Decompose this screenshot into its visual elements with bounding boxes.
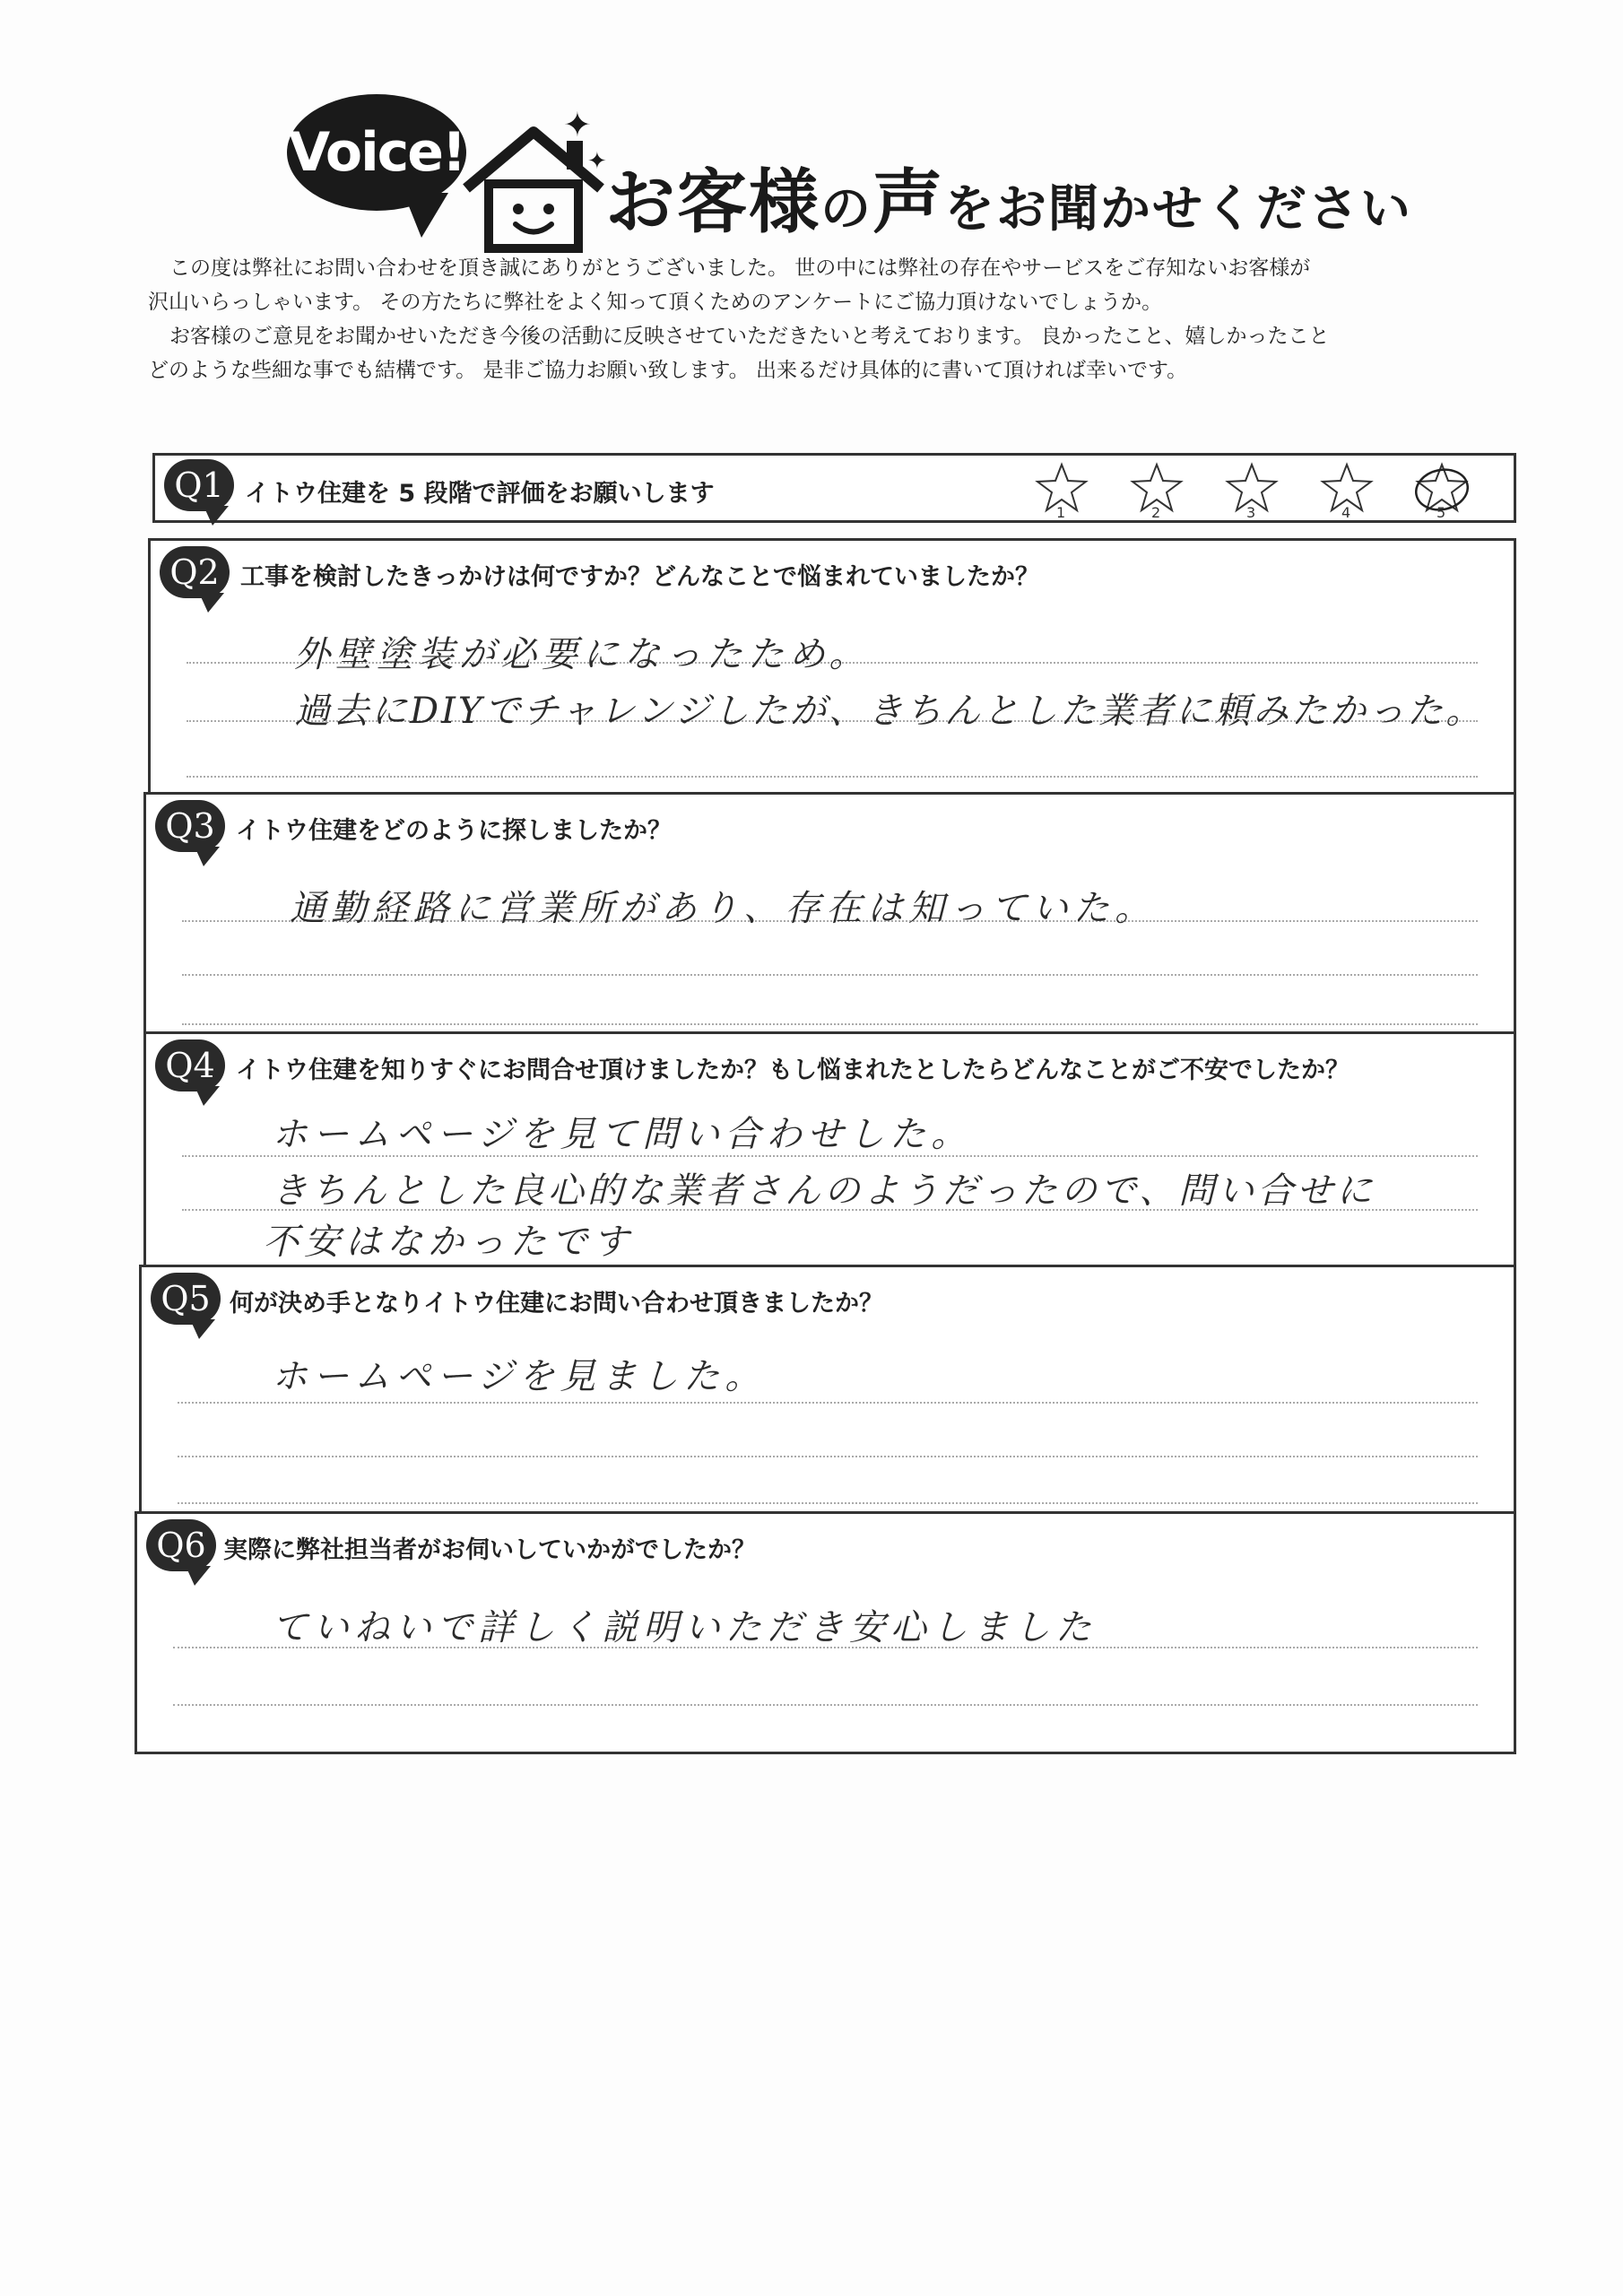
title-part: の	[820, 180, 873, 239]
answer-line	[173, 1704, 1478, 1706]
voice-label: Voice!	[288, 121, 465, 184]
title-part: をお聞かせください	[944, 180, 1413, 239]
star-number: 4	[1341, 504, 1351, 521]
page-title	[605, 146, 1412, 247]
header	[278, 85, 1444, 256]
q1-badge: Q1	[164, 459, 234, 511]
q6-badge: Q6	[146, 1519, 216, 1571]
q1-box	[152, 453, 1516, 523]
q2-badge: Q2	[160, 546, 230, 598]
q2-answer-line: 過去にDIYでチャレンジしたが、きちんとした業者に頼みたかった。	[294, 691, 1485, 732]
q5-box	[139, 1265, 1516, 1521]
q6-answer-line: ていねいで詳しく説明いただき安心しました	[272, 1607, 1097, 1648]
intro-line: どのような些細な事でも結構です。 是非ご協力お願い致します。 出来るだけ具体的に書いて頂ければ幸いです。	[148, 359, 1188, 382]
q4-answer-line: ホームページを見て問い合わせした。	[272, 1114, 973, 1155]
rating-star-3[interactable]	[1225, 461, 1279, 521]
q2-box	[148, 538, 1516, 795]
answer-line	[182, 974, 1478, 976]
q5-answer-line: ホームページを見ました。	[272, 1356, 767, 1397]
title-part: お客様	[605, 162, 821, 243]
title-part: 声	[872, 162, 945, 243]
q5-badge: Q5	[151, 1273, 221, 1325]
q3-answer-line: 通勤経路に営業所があり、存在は知っていた。	[290, 888, 1156, 929]
star-number: 5	[1436, 504, 1446, 521]
intro-text	[148, 251, 1511, 387]
rating-star-2[interactable]	[1130, 461, 1184, 521]
q4-answer-line: 不安はなかったです	[263, 1222, 634, 1263]
star-number: 3	[1246, 504, 1256, 521]
rating-star-5-selected[interactable]	[1415, 461, 1469, 521]
q4-box	[143, 1031, 1516, 1272]
q2-question: 工事を検討したきっかけは何ですか？どんなことで悩まれていましたか？	[240, 563, 1039, 591]
star-number: 1	[1056, 504, 1066, 521]
q6-box	[135, 1511, 1516, 1754]
sparkle-icon: ✦	[587, 148, 607, 175]
q3-box	[143, 792, 1516, 1039]
rating-star-1[interactable]	[1035, 461, 1089, 521]
intro-line: この度は弊社にお問い合わせを頂き誠にありがとうございました。 世の中には弊社の存在やサービスをご存知ないお客様が	[169, 257, 1311, 280]
intro-line: お客様のご意見をお聞かせいただき今後の活動に反映させていただきたいと考えております。 良かったこと、嬉しかったこと	[169, 325, 1330, 348]
q6-question: 実際に弊社担当者がお伺いしていかがでしたか？	[223, 1536, 756, 1564]
q5-question: 何が決め手となりイトウ住建にお問い合わせ頂きましたか？	[230, 1290, 883, 1318]
answer-line	[187, 776, 1478, 778]
q4-question: イトウ住建を知りすぐにお問合せ頂けましたか？もし悩まれたとしたらどんなことがご不安でしたか？	[236, 1057, 1350, 1084]
q1-question: イトウ住建を 5 段階で評価をお願いします	[245, 480, 715, 508]
sparkle-icon: ✦	[563, 105, 592, 144]
q4-badge: Q4	[155, 1039, 225, 1091]
intro-line: 沢山いらっしゃいます。 その方たちに弊社をよく知って頂くためのアンケートにご協力頂けないでしょうか。	[148, 291, 1163, 314]
q4-answer-line: きちんとした良心的な業者さんのようだったので、問い合せに	[272, 1170, 1376, 1212]
q2-answer-line: 外壁塗装が必要になったため。	[294, 634, 871, 675]
answer-line	[182, 1023, 1478, 1025]
answer-line	[178, 1456, 1478, 1457]
star-number: 2	[1151, 504, 1161, 521]
voice-speech-bubble	[287, 94, 466, 211]
answer-line	[178, 1402, 1478, 1404]
q3-badge: Q3	[155, 800, 225, 852]
rating-star-4[interactable]	[1320, 461, 1374, 521]
q3-question: イトウ住建をどのように探しましたか？	[236, 817, 672, 845]
answer-line	[178, 1502, 1478, 1504]
rating-stars[interactable]	[1035, 461, 1469, 521]
